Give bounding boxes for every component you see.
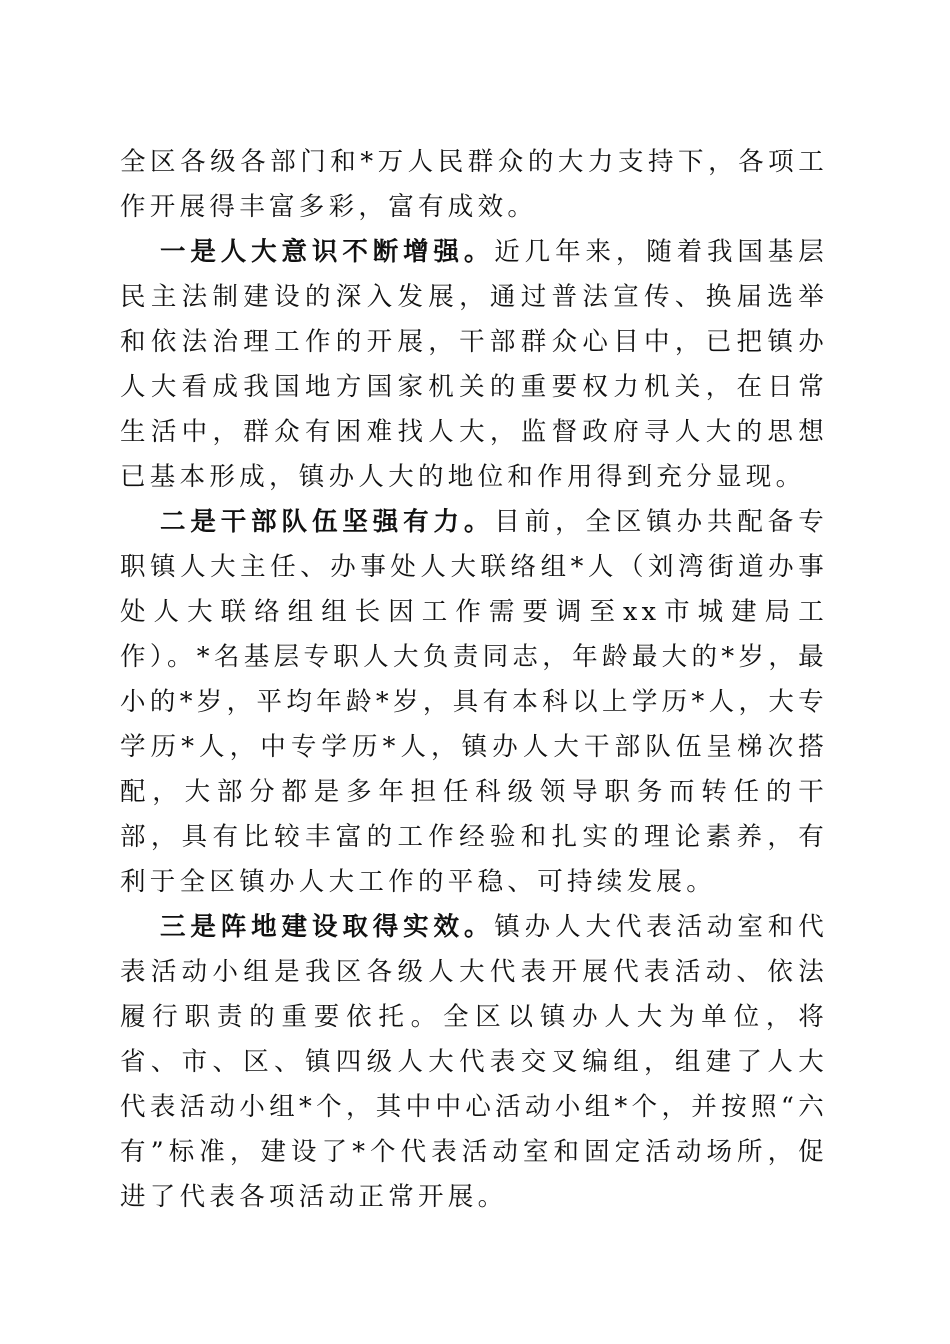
- paragraph-text: 镇办人大代表活动室和代表活动小组是我区各级人大代表开展代表活动、依法履行职责的重要依托。全区以镇办人大为单位，将省、市、区、镇四级人大代表交叉编组，组建了人大代表活动小组*个，其中中心活动小组*个，并按照“六有”标准，建设了*个代表活动室和固定活动场所，促进了代表各项活动正常开展。: [120, 912, 828, 1212]
- paragraph-point-3: [120, 905, 828, 1220]
- paragraph-text: 全区各级各部门和*万人民群众的大力支持下，各项工作开展得丰富多彩，富有成效。: [120, 147, 828, 222]
- document-page: [120, 140, 828, 1220]
- paragraph-text: 目前，全区镇办共配备专职镇人大主任、办事处人大联络组*人（刘湾街道办事处人大联络组组长因工作需要调至xx市城建局工作）。*名基层专职人大负责同志，年龄最大的*岁，最小的*岁，平均年龄*岁，具有本科以上学历*人，大专学历*人，中专学历*人，镇办人大干部队伍呈梯次搭配，大部分都是多年担任科级领导职务而转任的干部，具有比较丰富的工作经验和扎实的理论素养，有利于全区镇办人大工作的平稳、可持续发展。: [120, 507, 828, 897]
- paragraph-point-2: [120, 500, 828, 905]
- paragraph-text: 近几年来，随着我国基层民主法制建设的深入发展，通过普法宣传、换届选举和依法治理工作的开展，干部群众心目中，已把镇办人大看成我国地方国家机关的重要权力机关，在日常生活中，群众有困难找人大，监督政府寻人大的思想已基本形成，镇办人大的地位和作用得到充分显现。: [120, 237, 828, 492]
- paragraph-lead: 三是阵地建设取得实效。: [160, 912, 495, 942]
- paragraph-lead: 一是人大意识不断增强。: [160, 237, 495, 267]
- paragraph-point-1: [120, 230, 828, 500]
- paragraph-lead: 二是干部队伍坚强有力。: [160, 507, 495, 537]
- paragraph-intro: [120, 140, 828, 230]
